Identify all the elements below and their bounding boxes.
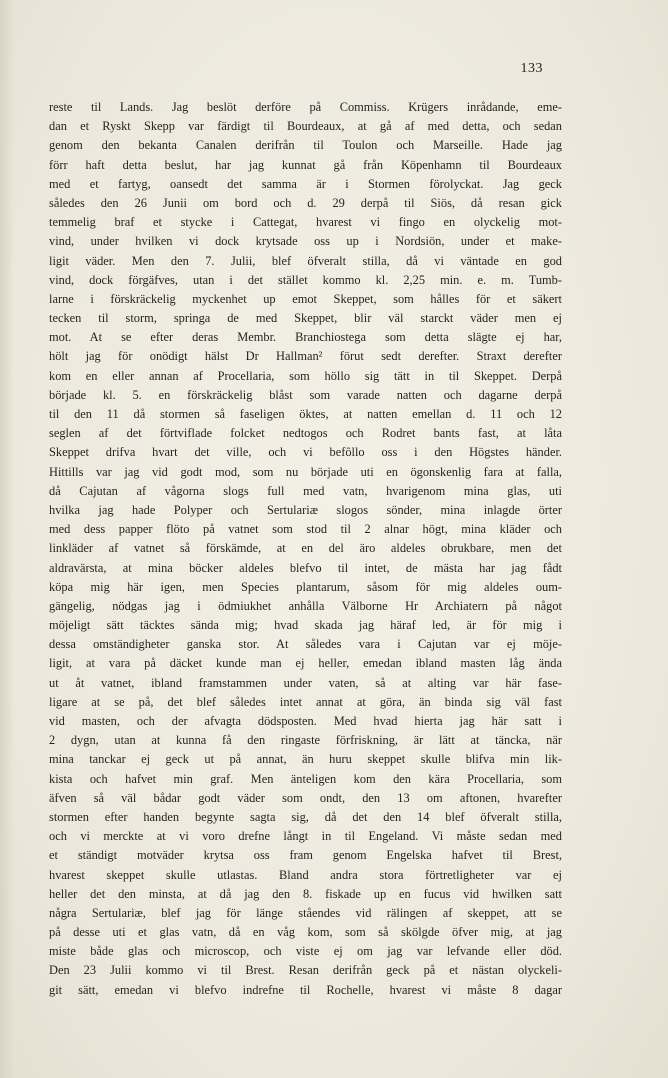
text-line: linkläder af vatnet så förskämde, at en del äro aldeles obrukbare, men det (49, 541, 562, 556)
text-line: vind, dock förgäfves, utan i det stället kommo kl. 2,25 min. e. m. Tumb- (49, 272, 562, 287)
text-line: på desse uti et glas vatn, då en våg kom, som så skölgde öfver mig, at jag (49, 925, 562, 940)
text-line: hölt jag för onödigt hälst Dr Hallman² förut sedt derefter. Straxt derefter (49, 349, 562, 364)
text-line: mina tanckar ej geck ut på annat, än huru skeppet skulle blifva min lik- (49, 752, 562, 767)
text-line: ut åt vatnet, ibland framstammen under vaten, så at alting var här fase- (49, 675, 562, 690)
text-line: vind, under hvilken vi dock krytsade oss up i Nordsiön, under et make- (49, 234, 562, 249)
text-line: aldravärsta, at mina böcker aldeles blefvo til intet, de mästa har jag fådt (49, 560, 562, 575)
text-line: reste til Lands. Jag beslöt derföre på Commiss. Krügers inrådande, eme- (49, 100, 562, 114)
text-line: började kl. 5. en förskräckelig blåst som varade natten och dagarne derpå (49, 387, 562, 402)
text-line: vid masten, och der afvagta dödsposten. Med hvad hierta jag här satt i (49, 714, 562, 728)
text-line: Den 23 Julii kommo vi til Brest. Resan derifrån geck på et nästan olyckeli- (49, 963, 562, 978)
text-line: stormen efter handen begynte sagta sig, då det den 14 blef öfveralt stilla, (49, 809, 562, 824)
text-line: dan et Ryskt Skepp var färdigt til Bourdeaux, at gå af med detta, och sedan (49, 119, 562, 134)
text-line: således den 26 Junii om bord och d. 29 derpå til Siös, då resan gick (49, 195, 562, 210)
text-line: Hittills var jag vid godt mod, som nu började uti en ögonskenlig fara at falla, (49, 464, 562, 479)
text-line: och vi merckte at vi voro drefne långt in til Engeland. Vi måste sedan med (49, 829, 562, 844)
text-line: genom den bekanta Canalen derifrån til Toulon och Marseille. Hade jag (49, 138, 562, 153)
text-line: tecken til storm, springa de med Skeppet, blir väl starckt väder men ej (49, 311, 562, 326)
text-line: förr haft detta beslut, har jag kunnat gå från Köpenhamn til Bourdeaux (49, 157, 562, 172)
text-line: Skeppet drifva hvart det ville, och vi befôllo oss i den Högstes händer. (49, 445, 562, 460)
text-line: kista och hafvet min graf. Men änteligen kom den kära Procellaria, som (49, 771, 562, 786)
text-line: seglen af det förtviflade folcket nedtogos och Rodret bants fast, at låta (49, 426, 562, 441)
text-line: några Sertulariæ, blef jag för länge ståendes vid rälingen af skeppet, att se (49, 905, 562, 920)
text-line: miste både glas och microscop, och viste ej om jag var lefvande eller död. (49, 944, 562, 959)
text-line: med dess papper flöto på vatnet som stod til 2 alnar högt, mina kläder och (49, 522, 562, 537)
text-line: larne i förskräckelig myckenhet up emot Skeppet, som hålles för et säkert (49, 291, 562, 306)
text-line: git sätt, emedan vi blefvo indrefne til Rochelle, hvarest vi måste 8 dagar (49, 982, 562, 997)
body-text (49, 98, 562, 1000)
text-line: hvilka jag hade Polyper och Sertulariæ slogos sönder, mina inlagde örter (49, 502, 562, 517)
text-line: ligit, at vara på däcket kunde man ej heller, emedan ibland masten låg ända (49, 656, 562, 671)
text-line: heller det den minsta, at då jag den 8. fiskade up en fucus vid hwilken satt (49, 886, 562, 901)
text-line: då Cajutan af vågorna slogs full med vatn, hvarigenom mina glas, uti (49, 483, 562, 498)
text-line: mot. At se efter deras Membr. Branchiostega som detta slägte ej har, (49, 330, 562, 345)
text-line: et ständigt motväder krytsa oss fram genom Engelska hafvet til Brest, (49, 848, 562, 863)
text-line: kom en eller annan af Procellaria, som höllo sig tätt in til Skeppet. Derpå (49, 368, 562, 383)
page-number: 133 (520, 61, 543, 76)
text-line: äfven så väl bådar godt väder som ondt, den 13 om aftonen, hvarefter (49, 790, 562, 805)
text-line: hvarest skeppet skulle utlastas. Bland andra stora förtretligheter var ej (49, 867, 562, 882)
text-line: ligit väder. Men den 7. Julii, blef öfveralt stilla, då vi väntade en god (49, 253, 562, 268)
text-line: ligare at se på, det blef således intet annat at göra, än binda sig väl fast (49, 694, 562, 709)
text-line: temmelig braf et stycke i Cattegat, hvarest vi fingo en olyckelig mot- (49, 215, 562, 230)
text-line: med et fartyg, oansedt det samma är i Stormen förolyckat. Jag geck (49, 176, 562, 191)
text-line: gängelig, nödgas jag i ödmiukhet anhålla Välborne Hr Archiatern på något (49, 598, 562, 613)
text-line: 2 dygn, utan at kunna få den ringaste förfriskning, är lätt at täncka, när (49, 733, 562, 748)
text-line: dessa omständigheter ganska stor. At således vara i Cajutan var ej möje- (49, 637, 562, 652)
text-line: möjeligt sätt täcktes sända mig; hvad skada jag häraf led, är för mig i (49, 618, 562, 633)
text-line: til den 11 då stormen så faseligen öktes, at natten emellan d. 11 och 12 (49, 407, 562, 421)
text-line: köpa mig här igen, men Species plantarum, såsom för mig aldeles oum- (49, 579, 562, 594)
